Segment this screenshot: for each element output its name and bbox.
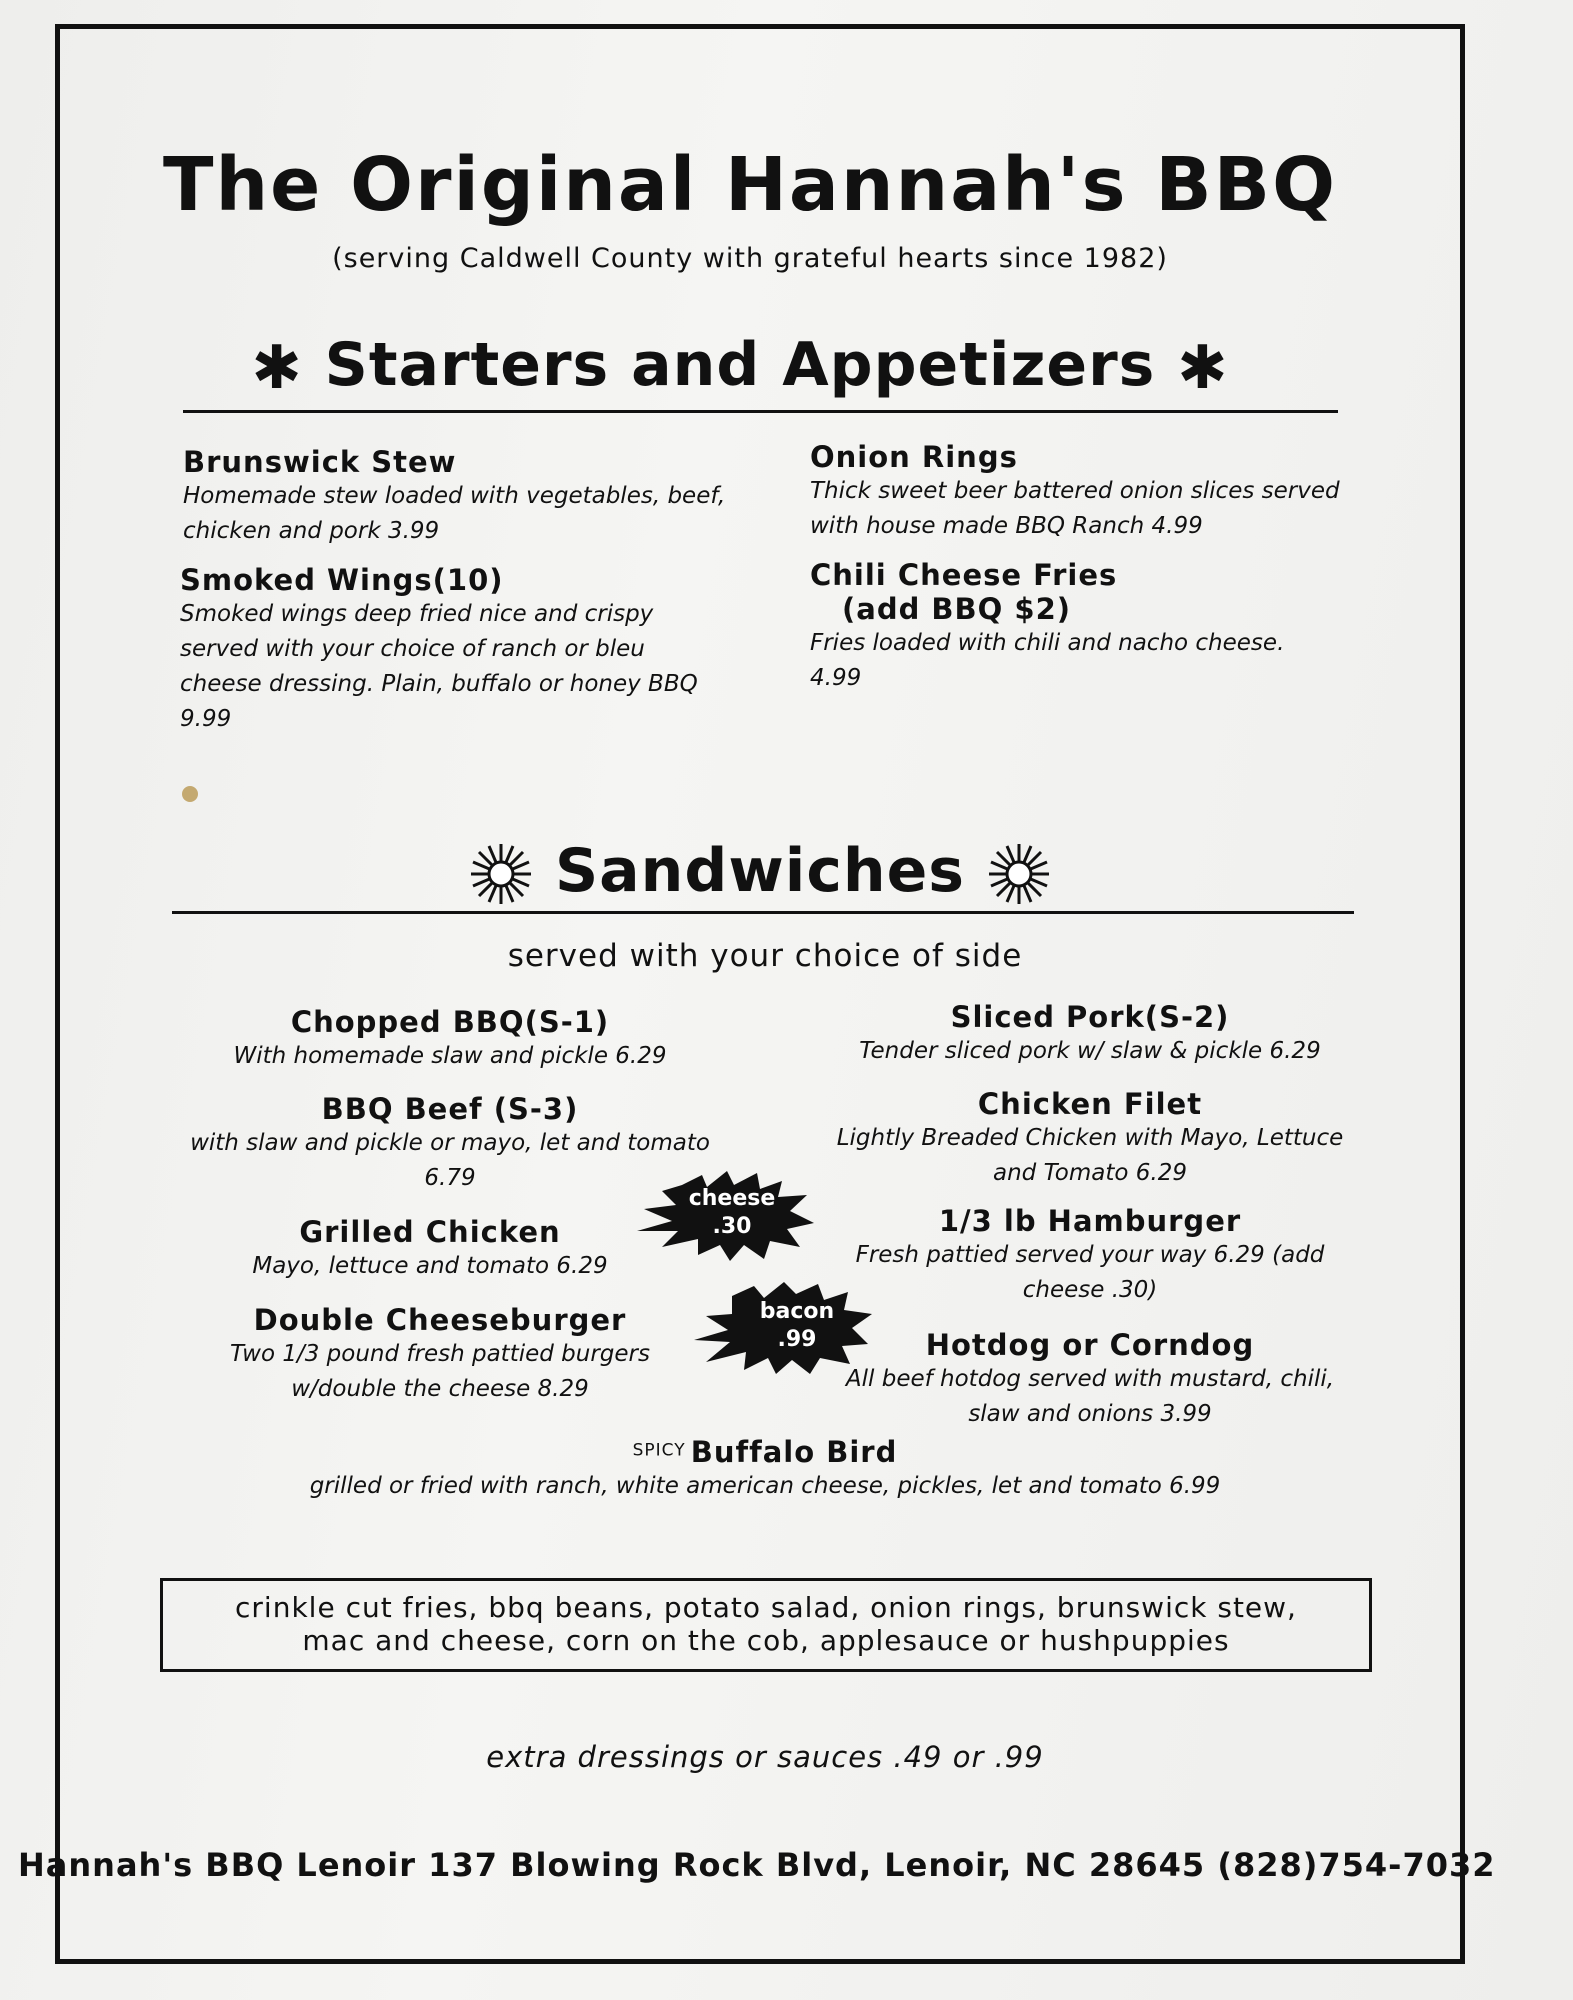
sandwich-name: Sliced Pork(S-2) [950,1000,1230,1034]
starters-heading-row [140,330,1340,403]
sandwich-desc-line: 6.79 [424,1165,476,1191]
starter-name: Onion Rings [810,440,1018,474]
sandwiches-divider [172,911,1354,914]
starter-name-note: (add BBQ $2) [842,592,1072,626]
starters-divider [183,410,1338,413]
sandwich-item [160,1303,720,1407]
sandwich-desc-line: Fresh pattied served your way 6.29 (add [855,1242,1325,1268]
starter-desc-line: 9.99 [180,706,232,732]
bacon-badge-label: bacon [759,1299,835,1324]
paper-stain [182,786,198,802]
sandwich-item [810,1328,1370,1432]
featured-sandwich [160,1435,1370,1504]
sandwiches-heading-row [160,836,1360,906]
sandwich-desc-line: and Tomato 6.29 [993,1160,1187,1186]
starter-name: Brunswick Stew [183,445,457,479]
sandwich-desc-line: Mayo, lettuce and tomato 6.29 [252,1253,608,1279]
sandwich-item [810,1204,1370,1308]
starter-item [183,445,783,549]
sandwich-desc-line: All beef hotdog served with mustard, chili, [845,1366,1335,1392]
featured-name: Buffalo Bird [690,1435,898,1469]
starter-desc-line: Fries loaded with chili and nacho cheese. [810,630,1285,656]
sandwich-desc-line: with slaw and pickle or mayo, let and tomato [190,1130,710,1156]
starter-item [180,563,780,737]
restaurant-subtitle: (serving Caldwell County with grateful hearts since 1982) [332,243,1168,274]
starter-desc-line: Homemade stew loaded with vegetables, beef, [183,483,726,509]
featured-prefix: SPICY [632,1440,686,1461]
cheese-badge [632,1165,822,1265]
extras-note: extra dressings or sauces .49 or .99 [486,1740,1044,1774]
sandwiches-heading: Sandwiches [554,836,966,906]
sandwiches-subheading: served with your choice of side [507,938,1023,974]
starter-name: Smoked Wings(10) [180,563,504,597]
sandwich-item [810,1087,1370,1191]
sunburst-icon [987,842,1051,906]
sandwich-item [170,1005,730,1074]
sandwich-name: Grilled Chicken [299,1215,561,1249]
sandwich-name: Hotdog or Corndog [925,1328,1255,1362]
starter-item [810,558,1370,696]
sides-box [160,1578,1372,1672]
starter-desc-line: chicken and pork 3.99 [183,518,440,544]
sandwich-desc-line: Two 1/3 pound fresh pattied burgers [229,1341,650,1367]
sides-line: mac and cheese, corn on the cob, applesauce or hushpuppies [302,1624,1230,1657]
sandwich-desc-line: Lightly Breaded Chicken with Mayo, Lettuce [836,1125,1344,1151]
bacon-badge-price: .99 [777,1327,817,1352]
featured-desc: grilled or fried with ranch, white american cheese, pickles, let and tomato 6.99 [309,1473,1221,1499]
cheese-badge-price: .30 [712,1214,752,1239]
sunburst-icon [469,842,533,906]
footer-address: Hannah's BBQ Lenoir 137 Blowing Rock Blvd, Lenoir, NC 28645 (828)754-7032 [18,1846,1496,1884]
asterisk-icon: ✱ [1177,333,1229,404]
sandwich-desc-line: w/double the cheese 8.29 [291,1376,589,1402]
restaurant-title: The Original Hannah's BBQ [163,142,1337,228]
sides-line: crinkle cut fries, bbq beans, potato salad, onion rings, brunswick stew, [235,1591,1297,1624]
starter-desc-line: Smoked wings deep fried nice and crispy [180,601,654,627]
sandwich-desc-line: cheese .30) [1022,1277,1158,1303]
sandwich-item [150,1215,710,1284]
sandwich-name: Chopped BBQ(S-1) [290,1005,610,1039]
starter-item [810,440,1370,544]
starter-desc-line: Thick sweet beer battered onion slices served [810,478,1340,504]
sandwich-desc-line: Tender sliced pork w/ slaw & pickle 6.29 [859,1038,1321,1064]
asterisk-icon: ✱ [251,333,303,404]
sandwich-desc-line: With homemade slaw and pickle 6.29 [233,1043,667,1069]
bacon-badge [692,1278,882,1378]
sandwich-name: Chicken Filet [977,1087,1203,1121]
starter-desc-line: cheese dressing. Plain, buffalo or honey BBQ [180,671,698,697]
starter-desc-line: 4.99 [810,665,862,691]
sandwich-name: 1/3 lb Hamburger [938,1204,1242,1238]
sandwich-name: Double Cheeseburger [253,1303,627,1337]
starter-name: Chili Cheese Fries [810,558,1118,592]
menu-border [55,24,1465,1964]
sandwich-item [810,1000,1370,1069]
cheese-badge-label: cheese [688,1186,776,1211]
sandwich-desc-line: slaw and onions 3.99 [968,1401,1212,1427]
sandwich-name: BBQ Beef (S-3) [321,1092,579,1126]
starter-desc-line: served with your choice of ranch or bleu [180,636,645,662]
starters-heading: Starters and Appetizers [324,330,1156,400]
starter-desc-line: with house made BBQ Ranch 4.99 [810,513,1203,539]
